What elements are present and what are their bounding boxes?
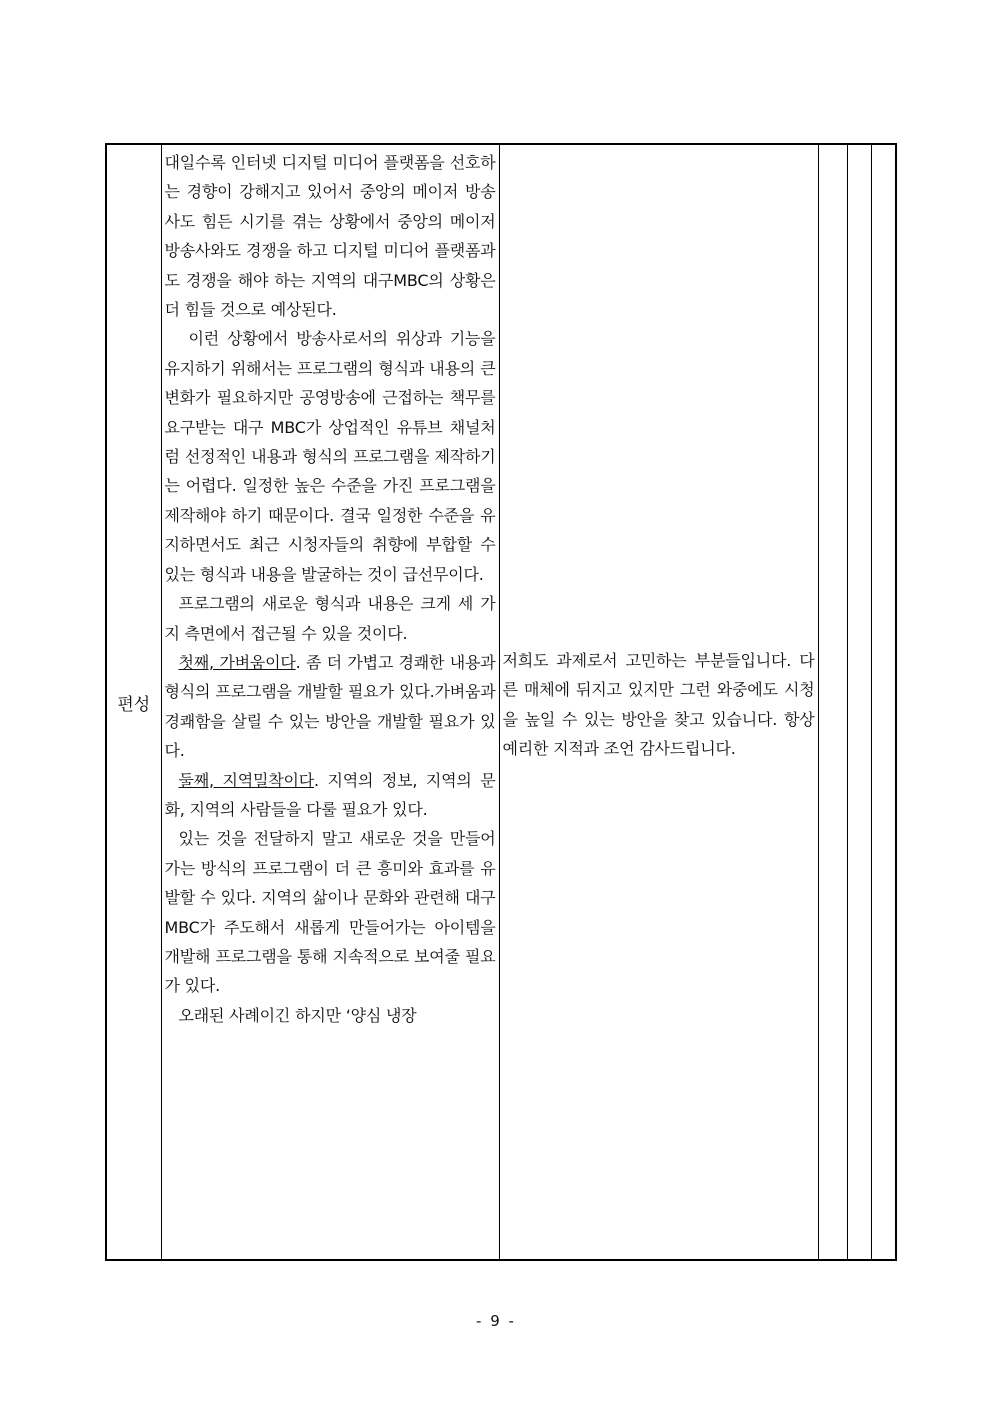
reply-cell <box>499 144 818 1260</box>
paragraph-first-point <box>165 648 496 766</box>
paragraph-second-point <box>165 766 496 825</box>
second-point-heading: 둘째, 지역밀착이다 <box>178 770 315 790</box>
content-text <box>162 145 499 1030</box>
second-point-body: . 지역의 정보, 지역의 문화, 지역의 사람들을 다룰 필요가 있다. <box>164 770 496 819</box>
content-cell <box>161 144 499 1260</box>
review-table <box>105 143 897 1261</box>
first-point-heading: 첫째, 가벼움이다 <box>178 652 296 672</box>
paragraph-1: 대일수록 인터넷 디지털 미디어 플랫폼을 선호하는 경향이 강해지고 있어서 중앙의 메이저 방송사도 힘든 시기를 겪는 상황에서 중앙의 메이저 방송사와도 경쟁을 하고 디지털 미디어 플랫폼과도 경쟁을 해야 하는 지역의 대구MBC의 상황은 더 힘들 것으로 예상된다. <box>164 153 496 320</box>
paragraph-2: 이런 상황에서 방송사로서의 위상과 기능을 유지하기 위해서는 프로그램의 형식과 내용의 큰 변화가 필요하지만 공영방송에 근접하는 책무를 요구받는 대구 MBC가 상업적인 유튜브 채널처럼 선정적인 내용과 형식의 프로그램을 제작하기는 어렵다. 일정한 높은 수준을 가진 프로그램을 제작해야 하기 때문이다. 결국 일정한 수준을 유지하면서도 최근 시청자들의 취향에 부합할 수 있는 형식과 내용을 발굴하는 것이 급선무이다. <box>164 329 496 584</box>
category-cell <box>106 144 161 1260</box>
page-number: - 9 - <box>476 1312 516 1330</box>
category-label: 편성 <box>117 694 151 715</box>
table-row <box>106 144 896 1260</box>
empty-cell-1 <box>818 144 847 1260</box>
first-point-body: . 좀 더 가볍고 경쾌한 내용과 형식의 프로그램을 개발할 필요가 있다.가벼움과 경쾌함을 살릴 수 있는 방안을 개발할 필요가 있다. <box>164 652 496 761</box>
empty-cell-2 <box>847 144 871 1260</box>
reply-text: 저희도 과제로서 고민하는 부분들입니다. 다른 매체에 뒤지고 있지만 그런 와중에도 시청을 높일 수 있는 방안을 찾고 있습니다. 항상 예리한 지적과 조언 감사드립니다. <box>502 651 815 759</box>
empty-cell-3 <box>871 144 896 1260</box>
paragraph-6: 있는 것을 전달하지 말고 새로운 것을 만들어가는 방식의 프로그램이 더 큰 흥미와 효과를 유발할 수 있다. 지역의 삶이나 문화와 관련해 대구 MBC가 주도해서 새롭게 만들어가는 아이템을 개발해 프로그램을 통해 지속적으로 보여줄 필요가 있다. <box>164 829 496 996</box>
paragraph-3: 프로그램의 새로운 형식과 내용은 크게 세 가지 측면에서 접근될 수 있을 것이다. <box>164 594 496 643</box>
paragraph-7: 오래된 사례이긴 하지만 ‘양심 냉장 <box>178 1005 417 1025</box>
